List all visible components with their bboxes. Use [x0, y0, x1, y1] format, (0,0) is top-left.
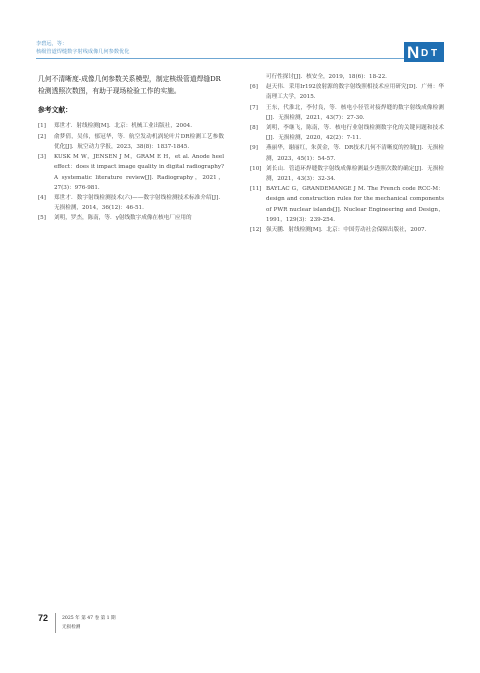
- reference-text: KUSK M W，JENSEN J M，GRAM E H，et al. Anode heel effect：does it impact image quality in digital radiography? A systematic literature review[J]. Radiography，2021，27(3)：976-981.: [54, 154, 224, 191]
- reference-item: [250, 82, 444, 102]
- reference-number: [12]: [250, 227, 262, 234]
- page-number: 72: [38, 613, 49, 623]
- reference-number: [3]: [38, 154, 46, 161]
- reference-text: BAYLAC G，GRANDEMANGE J M. The French code RCC-M：design and construction rules for the mechanical components of PWR nuclear islands[J]. Nuclear Engineering and Design，1991，129(3)：239-254.: [266, 186, 444, 223]
- reference-item: [250, 143, 444, 163]
- reference-number: [7]: [250, 104, 258, 111]
- reference-item: [250, 164, 444, 184]
- logo-letter-t: T: [431, 48, 438, 59]
- logo-letter-d: D: [421, 48, 429, 59]
- reference-text: 王东，代淮北，李付良，等．核电小径管对接焊缝的数字射线成像检测[J]．无损检测，2021，43(7)：27-30.: [266, 104, 444, 121]
- reference-number: [4]: [38, 194, 46, 201]
- reference-number: [2]: [38, 133, 46, 140]
- reference-number: [11]: [250, 186, 262, 193]
- reference-text: 刘明，李继飞，陈南，等．核电行业射线检测数字化的关键问题和技术[J]．无损检测，2020，42(2)：7-11.: [266, 125, 444, 142]
- reference-item: [250, 184, 444, 225]
- reference-text: 可行性探讨[J]．核安全，2019，18(6)：18-22.: [266, 74, 387, 80]
- references-heading: 参考文献：: [38, 106, 72, 115]
- footer-issue: 2025 年 第 47 卷 第 1 期: [62, 616, 116, 621]
- reference-item: [38, 132, 224, 152]
- header-title: 核级管道焊缝数字射线成像几何参数优化: [36, 49, 130, 55]
- logo-letter-n: N: [407, 43, 420, 62]
- reference-item: [38, 121, 224, 131]
- reference-number: [9]: [250, 145, 258, 152]
- footer-divider: [55, 613, 56, 633]
- reference-number: [250, 72, 266, 82]
- reference-text: 郑世才．数字射线检测技术(六)——数字射线检测技术标准介绍[J]．无损检测，2014，36(12)：46-51.: [54, 194, 224, 212]
- reference-text: 郑世才．射线检测[M]．北京：机械工业出版社，2004.: [54, 123, 192, 130]
- reference-number: [8]: [250, 125, 258, 132]
- reference-text: 强天鹏．射线检测[M]．北京：中国劳动社会保障出版社，2007.: [266, 227, 427, 234]
- references-list-left: [38, 121, 224, 223]
- reference-text: 刘长山．管道环焊缝数字射线成像检测最少透照次数的确定[J]．无损检测，2021，43(3)：32-34.: [266, 165, 444, 183]
- reference-text: 刘明，罗杰，陈南，等．γ射线数字成像在核电厂应用的: [54, 215, 192, 222]
- references-list-right: [250, 72, 444, 235]
- reference-number: [10]: [250, 165, 262, 172]
- reference-item: [38, 213, 224, 223]
- left-column: [38, 74, 224, 224]
- reference-text: 俞梦倩，吴伟，郁冠华，等．航空发动机涡轮叶片DR检测工艺参数优化[J]．航空动力学报，2023，38(8)：1837-1845.: [54, 133, 224, 150]
- reference-number: [5]: [38, 215, 46, 222]
- body-paragraph: 几何不清晰度-成像几何参数关系模型，制定核级管道焊缝DR检测透照次数图，有助于现场检验工作的实施。: [38, 75, 221, 95]
- reference-number: [6]: [250, 84, 258, 91]
- reference-item: [250, 123, 444, 143]
- reference-item: [250, 72, 444, 82]
- reference-text: 燕丽华，谢丽红，朱黄金，等．DR技术几何不清晰度的控制[J]．无损检测，2023，45(1)：54-57.: [266, 145, 444, 162]
- footer-journal: 无损检测: [62, 625, 81, 630]
- reference-number: [1]: [38, 123, 46, 130]
- right-column: [250, 72, 444, 235]
- running-header: [36, 40, 444, 62]
- reference-item: [250, 225, 444, 235]
- reference-text: 赵天伟．采用Ir192放射源的数字射线照相技术应用研究[D]．广州：华南理工大学，2015.: [266, 84, 444, 101]
- reference-item: [38, 152, 224, 193]
- reference-item: [250, 103, 444, 123]
- header-authors: 李碧远，等：: [36, 41, 68, 47]
- reference-item: [38, 193, 224, 213]
- journal-logo: [404, 42, 444, 62]
- header-rule: [36, 58, 408, 59]
